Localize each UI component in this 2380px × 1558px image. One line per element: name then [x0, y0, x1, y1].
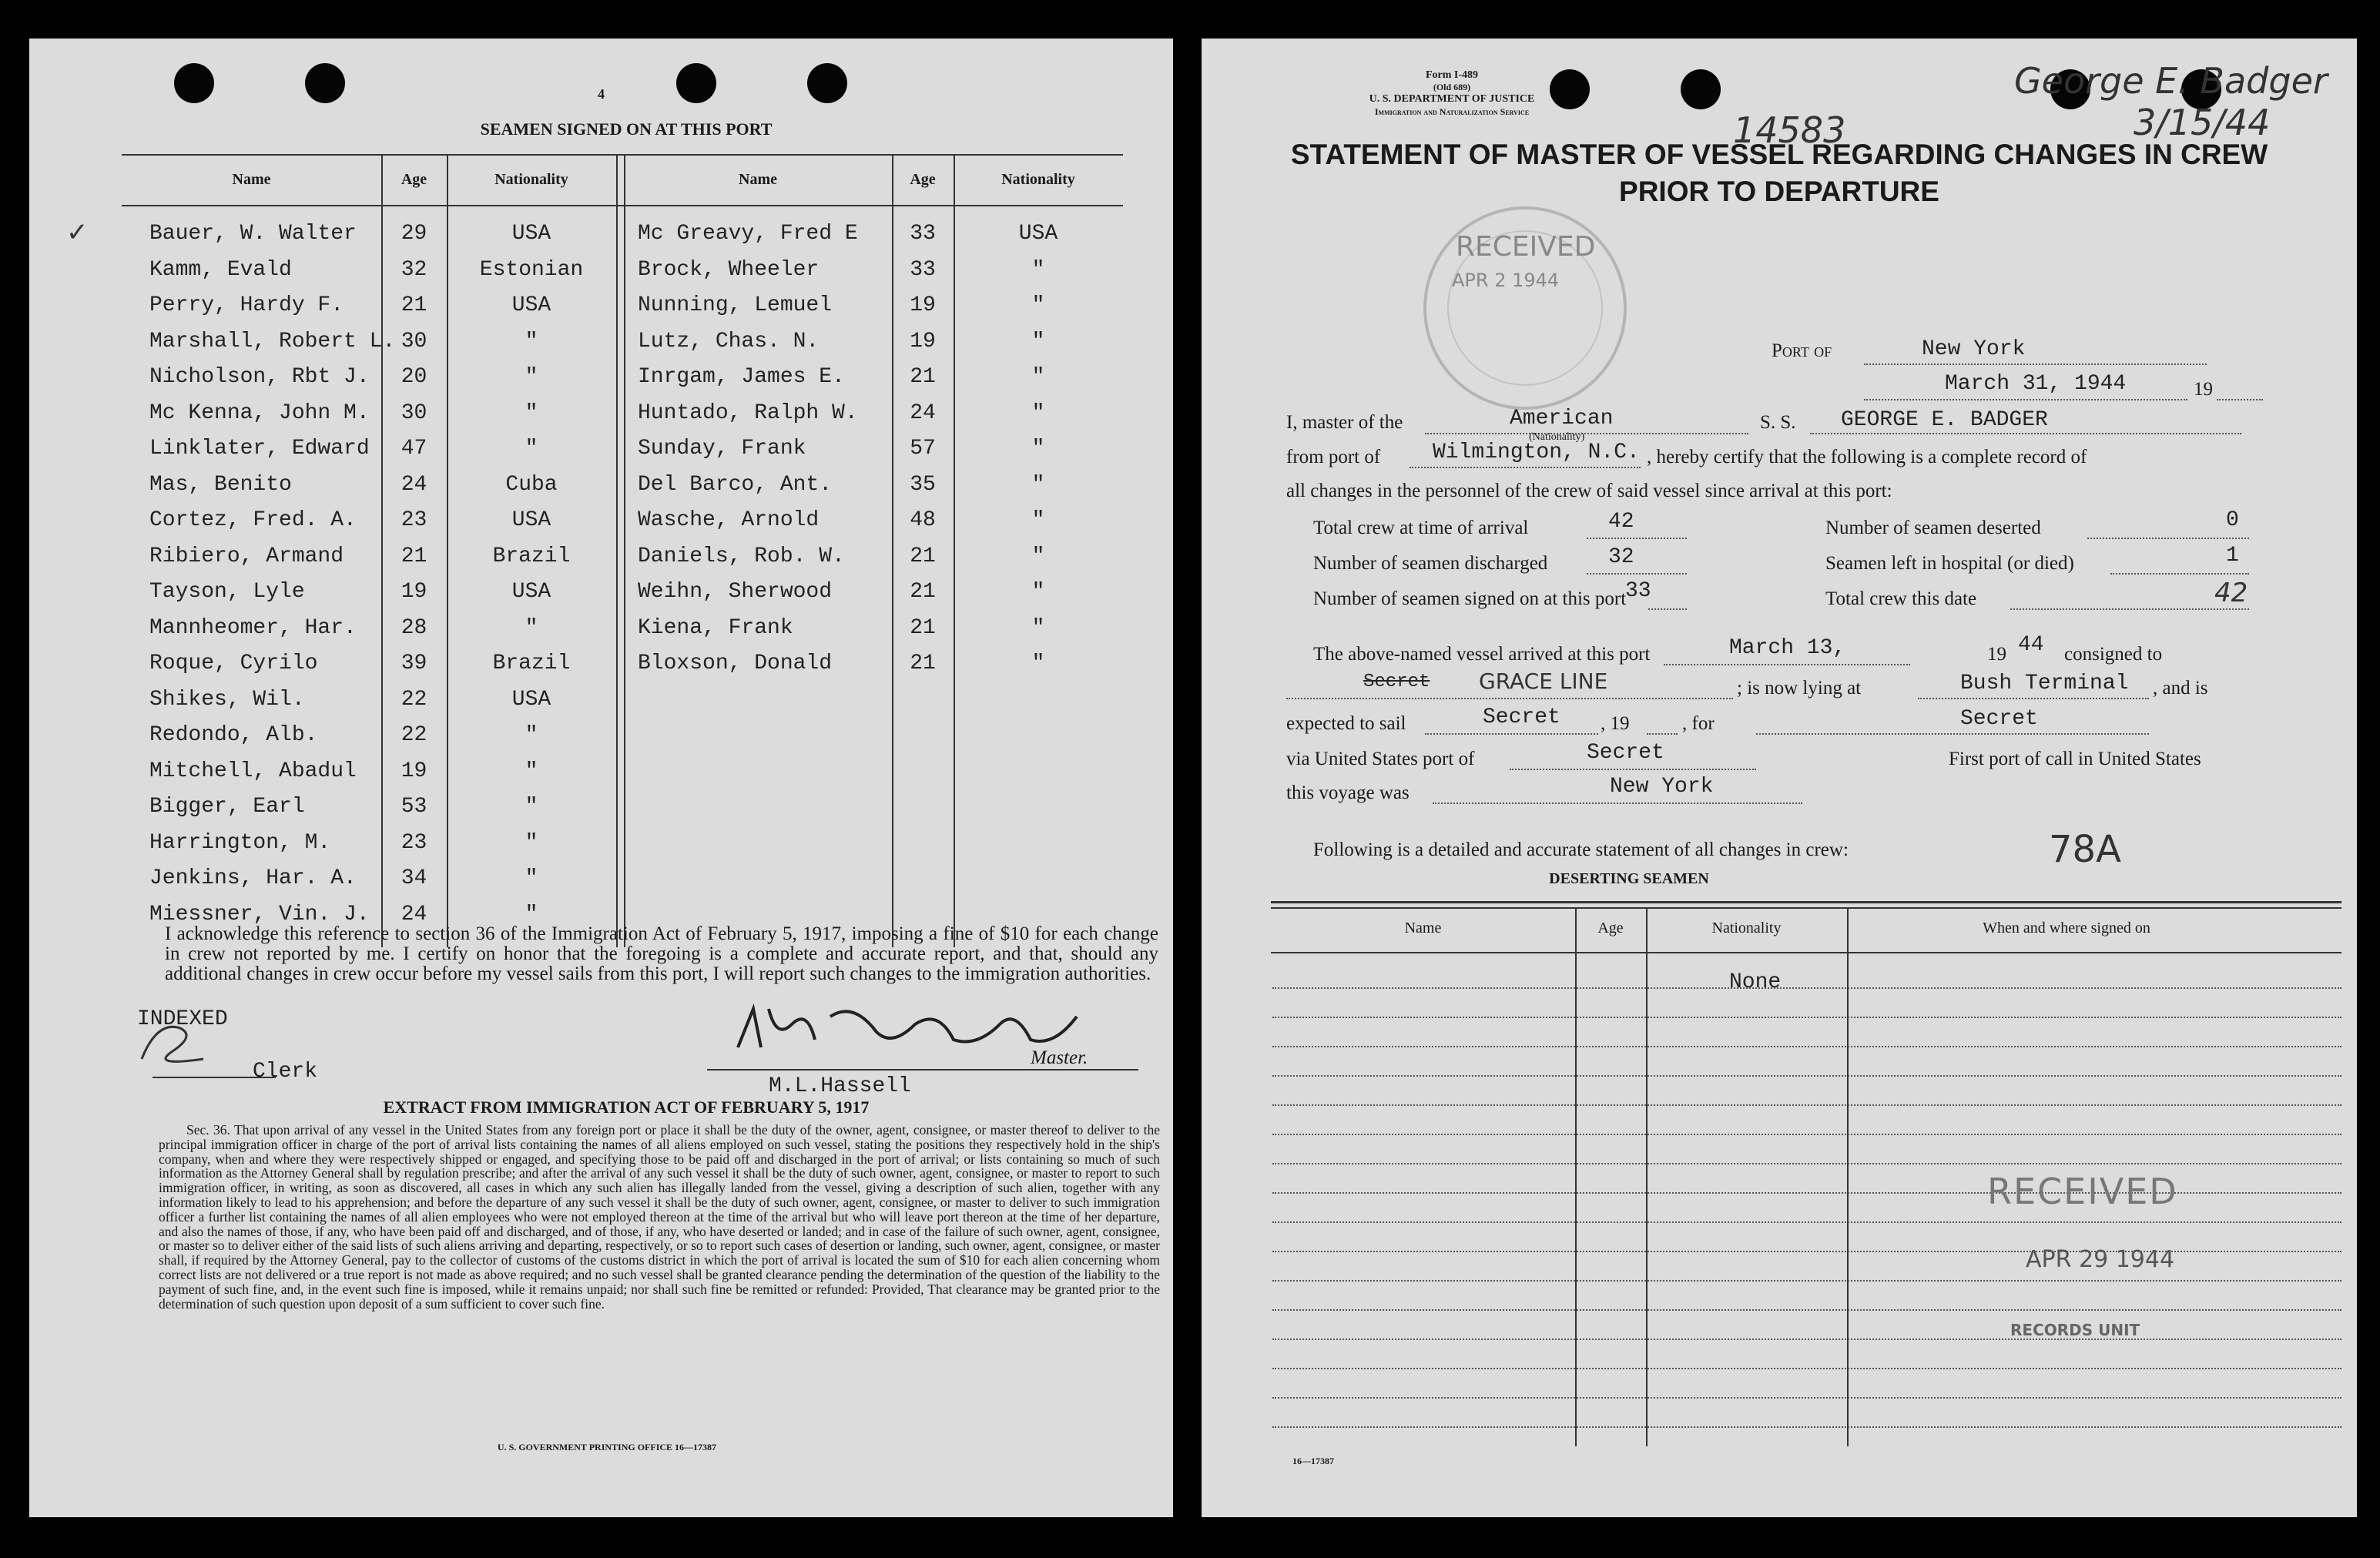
table-row [1272, 987, 2341, 989]
seaman-nationality: USA [511, 293, 551, 317]
seaman-name: Roque, Cyrilo [149, 652, 318, 675]
seaman-age: 21 [401, 544, 427, 568]
seaman-name: Cortez, Fred. A. [149, 508, 357, 532]
seaman-nationality: USA [1018, 222, 1058, 246]
handwritten-signature: George E. Badger [2014, 60, 2328, 102]
hospital: 1 [2226, 544, 2239, 568]
seaman-age: 57 [910, 437, 936, 461]
header-age: Age [401, 171, 427, 188]
table-row [1272, 1104, 2341, 1106]
nationality-caption: (Nationality) [1529, 431, 1585, 443]
port-of-value: New York [1922, 337, 2026, 361]
seaman-age: 53 [401, 795, 427, 819]
table-row [1272, 1134, 2341, 1135]
seaman-name: Tayson, Lyle [149, 580, 305, 604]
seaman-nationality: " [1031, 400, 1045, 425]
seaman-nationality: " [1031, 544, 1045, 568]
arrived-line [1664, 664, 1910, 665]
seaman-nationality: " [1031, 580, 1045, 604]
table-row [1272, 1163, 2341, 1164]
total-crew-arrival-label: Total crew at time of arrival [1313, 518, 1529, 538]
signed-on: 33 [1625, 579, 1651, 603]
nationality-line [1425, 433, 1748, 434]
punch-hole [305, 63, 345, 103]
deserting-value: None [1729, 970, 1782, 994]
seaman-age: 19 [910, 329, 936, 353]
from-port-value: Wilmington, N.C. [1433, 441, 1640, 464]
table-row [1272, 1075, 2341, 1077]
seaman-age: 48 [910, 508, 936, 532]
seaman-name: Nunning, Lemuel [638, 293, 833, 317]
seaman-name: Mc Greavy, Fred E [638, 222, 858, 246]
seaman-name: Bauer, W. Walter [149, 222, 357, 246]
received-date: APR 29 1944 [2026, 1246, 2175, 1273]
seaman-age: 22 [401, 723, 427, 747]
punch-hole [174, 63, 214, 103]
punch-hole [1681, 69, 1721, 109]
dot-leader [2010, 608, 2249, 610]
via-line [1510, 769, 1756, 770]
seaman-age: 19 [401, 580, 427, 604]
form-title-line1: STATEMENT OF MASTER OF VESSEL REGARDING CHANGES IN CREW [1290, 139, 2268, 170]
seaman-nationality: " [1031, 472, 1045, 497]
seaman-age: 19 [910, 293, 936, 317]
seaman-age: 21 [910, 652, 936, 675]
service: Immigration and Naturalization Service [1374, 106, 1530, 117]
form-title-line2: PRIOR TO DEPARTURE [1619, 176, 1939, 207]
table-rule [1271, 907, 2341, 909]
seaman-name: Lutz, Chas. N. [638, 329, 820, 353]
seaman-name: Del Barco, Ant. [638, 472, 833, 497]
total-crew-arrival: 42 [1608, 510, 1634, 534]
seaman-nationality: " [1031, 365, 1045, 389]
via-label: via United States port of [1286, 749, 1475, 769]
dot-leader [2110, 573, 2249, 575]
handwritten-date: 3/15/44 [2134, 102, 2271, 143]
records-unit: RECORDS UNIT [2010, 1321, 2140, 1339]
seaman-nationality: USA [511, 508, 551, 532]
seaman-name: Harrington, M. [149, 830, 331, 855]
header-when-where: When and where signed on [1983, 920, 2150, 936]
seaman-name: Mc Kenna, John M. [149, 400, 370, 425]
deserted-label: Number of seamen deserted [1825, 518, 2041, 538]
year-line [2217, 399, 2263, 400]
arrived-year: 44 [2018, 633, 2044, 657]
seaman-nationality: Brazil [492, 544, 571, 568]
and-is: , and is [2153, 678, 2208, 699]
col-divider [616, 154, 618, 947]
expected-line [1425, 733, 1598, 735]
voyage-label: this voyage was [1286, 782, 1410, 803]
master-name: M.L.Hassell [769, 1074, 911, 1098]
seaman-age: 29 [401, 222, 427, 246]
dot-leader [1648, 608, 1687, 610]
seaman-name: Shikes, Wil. [149, 687, 305, 712]
lying-value: Bush Terminal [1960, 672, 2129, 695]
left-page [29, 39, 1173, 1517]
extract-title: EXTRACT FROM IMMIGRATION ACT OF FEBRUARY 5, 1917 [383, 1097, 870, 1117]
header-nationality: Nationality [494, 171, 568, 188]
code-note: 78A [2049, 828, 2121, 871]
form-old: (Old 689) [1433, 82, 1471, 92]
seaman-name: Bloxson, Donald [638, 652, 833, 675]
year-line [1647, 733, 1678, 735]
seaman-name: Daniels, Rob. W. [638, 544, 845, 568]
for-label: , for [1682, 713, 1715, 734]
date-line [1864, 399, 2187, 400]
discharged: 32 [1608, 545, 1634, 569]
following-label: Following is a detailed and accurate statement of all changes in crew: [1313, 839, 1849, 860]
consignee-line [1286, 698, 1733, 699]
seaman-nationality: " [525, 365, 538, 389]
header-name: Name [1404, 920, 1442, 936]
header-age: Age [910, 171, 936, 188]
table-rule [122, 154, 1123, 156]
seaman-nationality: " [525, 437, 538, 461]
seaman-name: Marshall, Robert L. [149, 329, 396, 353]
date-suffix: 19 [2194, 379, 2213, 400]
seaman-name: Bigger, Earl [149, 795, 305, 819]
seaman-age: 33 [910, 222, 936, 246]
seaman-age: 34 [401, 866, 427, 890]
received-stamp: RECEIVED [1987, 1171, 2178, 1212]
seaman-name: Miessner, Vin. J. [149, 902, 370, 926]
seaman-age: 23 [401, 508, 427, 532]
dot-leader [1587, 573, 1687, 575]
seaman-name: Nicholson, Rbt J. [149, 365, 370, 389]
form-id: Form I-489 [1425, 69, 1479, 81]
left-footer: U. S. GOVERNMENT PRINTING OFFICE 16—17387 [497, 1442, 717, 1452]
port-of-label: Port of [1772, 340, 1832, 361]
date-value: March 31, 1944 [1945, 372, 2127, 396]
seaman-name: Kamm, Evald [149, 257, 292, 282]
table-row [1272, 1192, 2341, 1194]
seaman-name: Mitchell, Abadul [149, 759, 357, 783]
arrived-year-prefix: 19 [1987, 644, 2006, 665]
table-row [1272, 1017, 2341, 1018]
seaman-age: 24 [401, 902, 427, 926]
seaman-name: Sunday, Frank [638, 437, 806, 461]
for-line [1756, 733, 2149, 735]
expected-value: Secret [1483, 705, 1560, 729]
dot-leader [1587, 538, 1687, 539]
seaman-nationality: " [1031, 329, 1045, 353]
seaman-age: 21 [910, 365, 936, 389]
from-port-line [1410, 467, 1641, 468]
seaman-nationality: " [525, 723, 538, 747]
for-value: Secret [1960, 707, 2038, 731]
seaman-nationality: " [525, 400, 538, 425]
right-page [1202, 39, 2357, 1517]
table-row [1272, 1280, 2341, 1282]
consignee: GRACE LINE [1479, 668, 1608, 694]
via-value: Secret [1587, 741, 1664, 765]
table-row [1272, 1309, 2341, 1311]
acknowledgement-text: I acknowledge this reference to section 36 of the Immigration Act of February 5, 1917, imposing a fine of $10 for each change in crew not reported by me. I certify on honor that the foregoing is a complete and accurate report, and that, should any additional changes in crew occur before my vessel sails from this port, I will report such changes to the immigration authorities. [165, 923, 1158, 984]
punch-hole [676, 63, 716, 103]
seaman-name: Ribiero, Armand [149, 544, 344, 568]
seaman-age: 19 [401, 759, 427, 783]
seaman-nationality: " [525, 759, 538, 783]
seaman-age: 32 [401, 257, 427, 282]
handwritten-number: 14583 [1733, 109, 1846, 151]
col-divider [624, 154, 625, 947]
header-nationality: Nationality [1001, 171, 1075, 188]
header-name: Name [232, 171, 271, 188]
seaman-nationality: USA [511, 687, 551, 712]
table-row [1272, 1397, 2341, 1399]
total-this-date: 42 [2214, 578, 2248, 608]
seaman-nationality: USA [511, 580, 551, 604]
table-row [1272, 1368, 2341, 1369]
clerk-initials [126, 1005, 219, 1082]
header-age: Age [1597, 920, 1624, 936]
seaman-nationality: " [525, 902, 538, 926]
seaman-age: 24 [401, 472, 427, 497]
seaman-age: 35 [910, 472, 936, 497]
seaman-nationality: " [1031, 615, 1045, 640]
seaman-name: Redondo, Alb. [149, 723, 318, 747]
department: U. S. DEPARTMENT OF JUSTICE [1369, 93, 1535, 105]
extract-text: Sec. 36. That upon arrival of any vessel in the United States from any foreign port or place it shall be the duty of the owner, agent, consignee, or master thereof to deliver to the principal immigration officer in charge of the port of arrival lists containing the names of all aliens employed on such vessel, stating the positions they respectively hold in the ship's company, when and where they were respectively shipped or engaged, and specifying those to be paid off and discharged in the port of arrival; or lists containing so much of such information as the Attorney General shall by regulation prescribe; and after the arrival of any such vessel it shall be the duty of such owner, agent, consignee, or master to report to such immigration officer, in writing, as soon as discovered, all cases in which any such alien has illegally landed from the vessel, giving a description of such alien, together with any information likely to lead to his apprehension; and before the departure of any such vessel it shall be the duty of such owner, agent, consignee, or master to deliver to such immigration officer a further list containing the names of all alien employees who were not employed thereon at the time of the arrival but who will leave port thereon at the time of her departure, and also the names of those, if any, who have been paid off and discharged, and of those, if any, who have deserted or landed; and in case of the failure of such owner, agent, consignee, or master so to deliver either of the said lists of such aliens arriving and departing, respectively, or so to report such cases of desertion or landing, such owner, agent, consignee, or master shall, if required by the Attorney General, pay to the collector of customs of the customs district in which the port of arrival is located the sum of $10 for each alien concerning whom correct lists are not delivered or a true report is not made as above required; and no such vessel shall be granted clearance pending the determination of the question of the liability to the payment of such fine, and, in the event such fine is imposed, while it remains unpaid; nor shall such fine be remitted or refunded: Provided, That clearance may be granted prior to the determination of such question upon deposit of a sum sufficient to cover such fine. [159, 1122, 1160, 1312]
deserted: 0 [2226, 508, 2239, 532]
seaman-name: Weihn, Sherwood [638, 580, 833, 604]
seaman-age: 47 [401, 437, 427, 461]
seaman-name: Wasche, Arnold [638, 508, 820, 532]
seaman-name: Mas, Benito [149, 472, 292, 497]
table-row [1272, 1426, 2341, 1428]
voyage-line [1433, 802, 1802, 804]
consigned-label: consigned to [2064, 644, 2163, 665]
signed-on-label: Number of seamen signed on at this port [1313, 588, 1627, 609]
indexed-stamp: INDEXED [137, 1007, 228, 1031]
seaman-age: 30 [401, 400, 427, 425]
seaman-nationality: Brazil [492, 652, 571, 675]
expected-label: expected to sail [1286, 713, 1406, 734]
punch-hole [807, 63, 847, 103]
discharged-label: Number of seamen discharged [1313, 553, 1548, 574]
clerk-label: Clerk [253, 1060, 318, 1084]
arrived-label: The above-named vessel arrived at this port [1313, 644, 1651, 665]
seaman-name: Huntado, Ralph W. [638, 400, 858, 425]
changes-text: all changes in the personnel of the crew of said vessel since arrival at this port: [1286, 481, 1892, 501]
page-number: 4 [598, 86, 605, 102]
seaman-nationality: " [1031, 652, 1045, 675]
master-line [707, 1069, 1138, 1070]
seaman-age: 21 [401, 293, 427, 317]
table-row [1272, 1251, 2341, 1252]
seaman-name: Linklater, Edward [149, 437, 370, 461]
from-port-label: from port of [1286, 447, 1381, 467]
master-of-label: I, master of the [1286, 412, 1403, 433]
seaman-nationality: " [1031, 508, 1045, 532]
port-line [1864, 364, 2207, 365]
table-rule [122, 205, 1123, 206]
seaman-age: 39 [401, 652, 427, 675]
left-title: SEAMEN SIGNED ON AT THIS PORT [480, 119, 773, 139]
master-label: Master. [1031, 1047, 1088, 1068]
certify-text: , hereby certify that the following is a complete record of [1647, 447, 2087, 467]
seaman-nationality: " [525, 615, 538, 640]
seaman-nationality: USA [511, 222, 551, 246]
total-this-date-label: Total crew this date [1825, 588, 1977, 609]
seaman-age: 21 [910, 544, 936, 568]
right-footer: 16—17387 [1292, 1456, 1334, 1466]
nationality-value: American [1510, 407, 1614, 431]
seaman-name: Brock, Wheeler [638, 257, 820, 282]
table-row [1272, 1339, 2341, 1340]
ship-line [1810, 433, 2241, 434]
lying-line [1918, 698, 2149, 699]
seaman-nationality: " [525, 795, 538, 819]
header-name: Name [739, 171, 777, 188]
table-row [1272, 1221, 2341, 1223]
table-row [1272, 1046, 2341, 1047]
arrived-date: March 13, [1729, 636, 1846, 660]
seaman-nationality: " [525, 866, 538, 890]
received-stamp-top: RECEIVED [1456, 231, 1596, 263]
seaman-name: Perry, Hardy F. [149, 293, 344, 317]
header-nationality: Nationality [1711, 920, 1782, 936]
table-rule [1271, 901, 2341, 903]
seaman-age: 33 [910, 257, 936, 282]
ss-label: S. S. [1760, 412, 1796, 433]
seaman-nationality: " [1031, 257, 1045, 282]
lying-label: ; is now lying at [1737, 678, 1862, 699]
deserting-title: DESERTING SEAMEN [1549, 870, 1709, 887]
expected-year: , 19 [1601, 713, 1630, 734]
seaman-name: Kiena, Frank [638, 615, 793, 640]
ship-name: GEORGE E. BADGER [1841, 408, 2048, 432]
voyage-value: New York [1610, 775, 1714, 799]
seaman-age: 24 [910, 400, 936, 425]
seaman-age: 23 [401, 830, 427, 855]
seaman-nationality: " [525, 329, 538, 353]
seaman-age: 22 [401, 687, 427, 712]
seaman-nationality: " [1031, 437, 1045, 461]
dot-leader [2087, 538, 2249, 539]
seaman-age: 30 [401, 329, 427, 353]
seaman-name: Inrgam, James E. [638, 365, 845, 389]
seaman-age: 20 [401, 365, 427, 389]
seaman-name: Jenkins, Har. A. [149, 866, 357, 890]
seaman-age: 28 [401, 615, 427, 640]
seaman-name: Mannheomer, Har. [149, 615, 357, 640]
seaman-age: 21 [910, 615, 936, 640]
consignee-struck: Secret [1363, 672, 1430, 692]
seaman-nationality: " [1031, 293, 1045, 317]
received-stamp-date: APR 2 1944 [1452, 270, 1560, 291]
seaman-nationality: " [525, 830, 538, 855]
seaman-nationality: Estonian [479, 257, 584, 282]
seaman-age: 21 [910, 580, 936, 604]
table-rule [1271, 952, 2341, 953]
first-port-label: First port of call in United States [1949, 749, 2201, 769]
hospital-label: Seamen left in hospital (or died) [1825, 553, 2074, 574]
seaman-nationality: Cuba [505, 472, 558, 497]
check-mark: ✓ [66, 217, 89, 248]
